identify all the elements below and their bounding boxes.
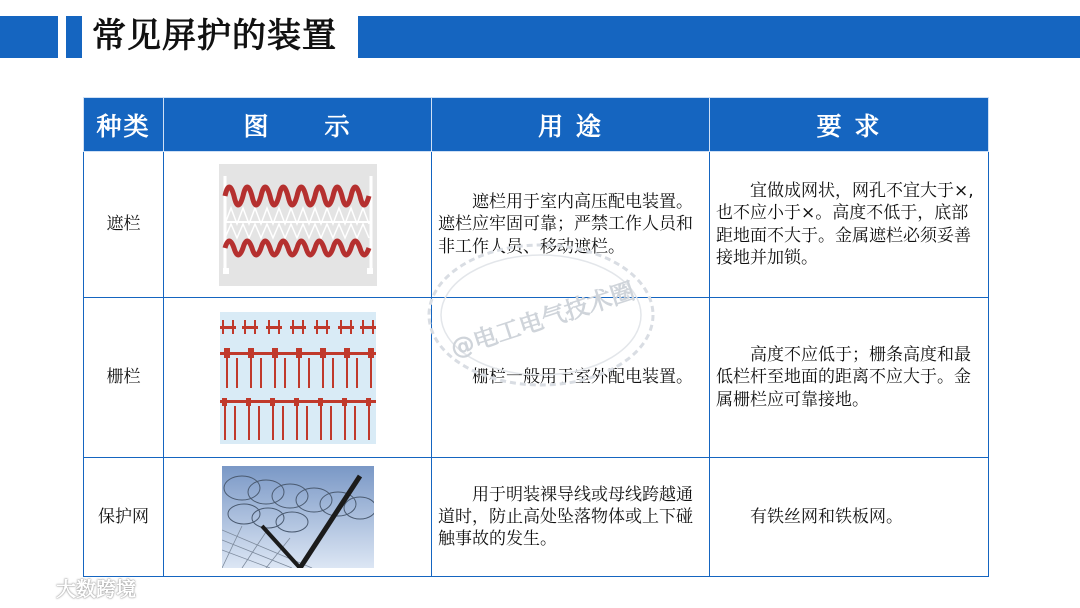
table-row	[84, 152, 989, 298]
header-bar-right	[358, 16, 1080, 58]
row-requirement: 有铁丝网和铁板网。	[710, 458, 989, 577]
row-illustration	[164, 298, 432, 458]
logo-icon	[10, 576, 50, 598]
header-bar-accent	[66, 16, 82, 58]
row-kind: 遮栏	[84, 152, 164, 298]
row-use: 栅栏一般用于室外配电装置。	[432, 298, 710, 458]
row-kind: 保护网	[84, 458, 164, 577]
row-use: 遮栏用于室内高压配电装置。遮栏应牢固可靠；严禁工作人员和非工作人员、移动遮栏。	[432, 152, 710, 298]
row-illustration	[164, 458, 432, 577]
logo-text: 大数跨境	[56, 576, 136, 601]
table-row	[84, 458, 989, 577]
header-illustration: 图 示	[164, 98, 432, 152]
row-use: 用于明装裸导线或母线跨越通道时，防止高处坠落物体或上下碰触事故的发生。	[432, 458, 710, 577]
shield-devices-table	[83, 97, 989, 577]
page-title: 常见屏护的装置	[92, 16, 337, 56]
row-kind: 栅栏	[84, 298, 164, 458]
watermark-text: @电工电气技术圈	[446, 276, 639, 363]
brand-logo	[10, 572, 136, 602]
header-bar-left	[0, 16, 58, 58]
barbed-wire-net-photo	[222, 466, 374, 568]
header-kind: 种类	[84, 98, 164, 152]
interior-barrier-illustration	[219, 164, 377, 286]
header-requirement: 要 求	[710, 98, 989, 152]
table-row	[84, 298, 989, 458]
row-requirement: 高度不应低于；栅条高度和最低栏杆至地面的距离不应大于。金属栅栏应可靠接地。	[710, 298, 989, 458]
outdoor-fence-illustration	[220, 312, 376, 444]
row-illustration	[164, 152, 432, 298]
header-use: 用 途	[432, 98, 710, 152]
table-header-row	[84, 98, 989, 152]
row-requirement: 宜做成网状，网孔不宜大于×,也不应小于×。高度不低于，底部距地面不大于。金属遮栏必须妥善接地并加锁。	[710, 152, 989, 298]
